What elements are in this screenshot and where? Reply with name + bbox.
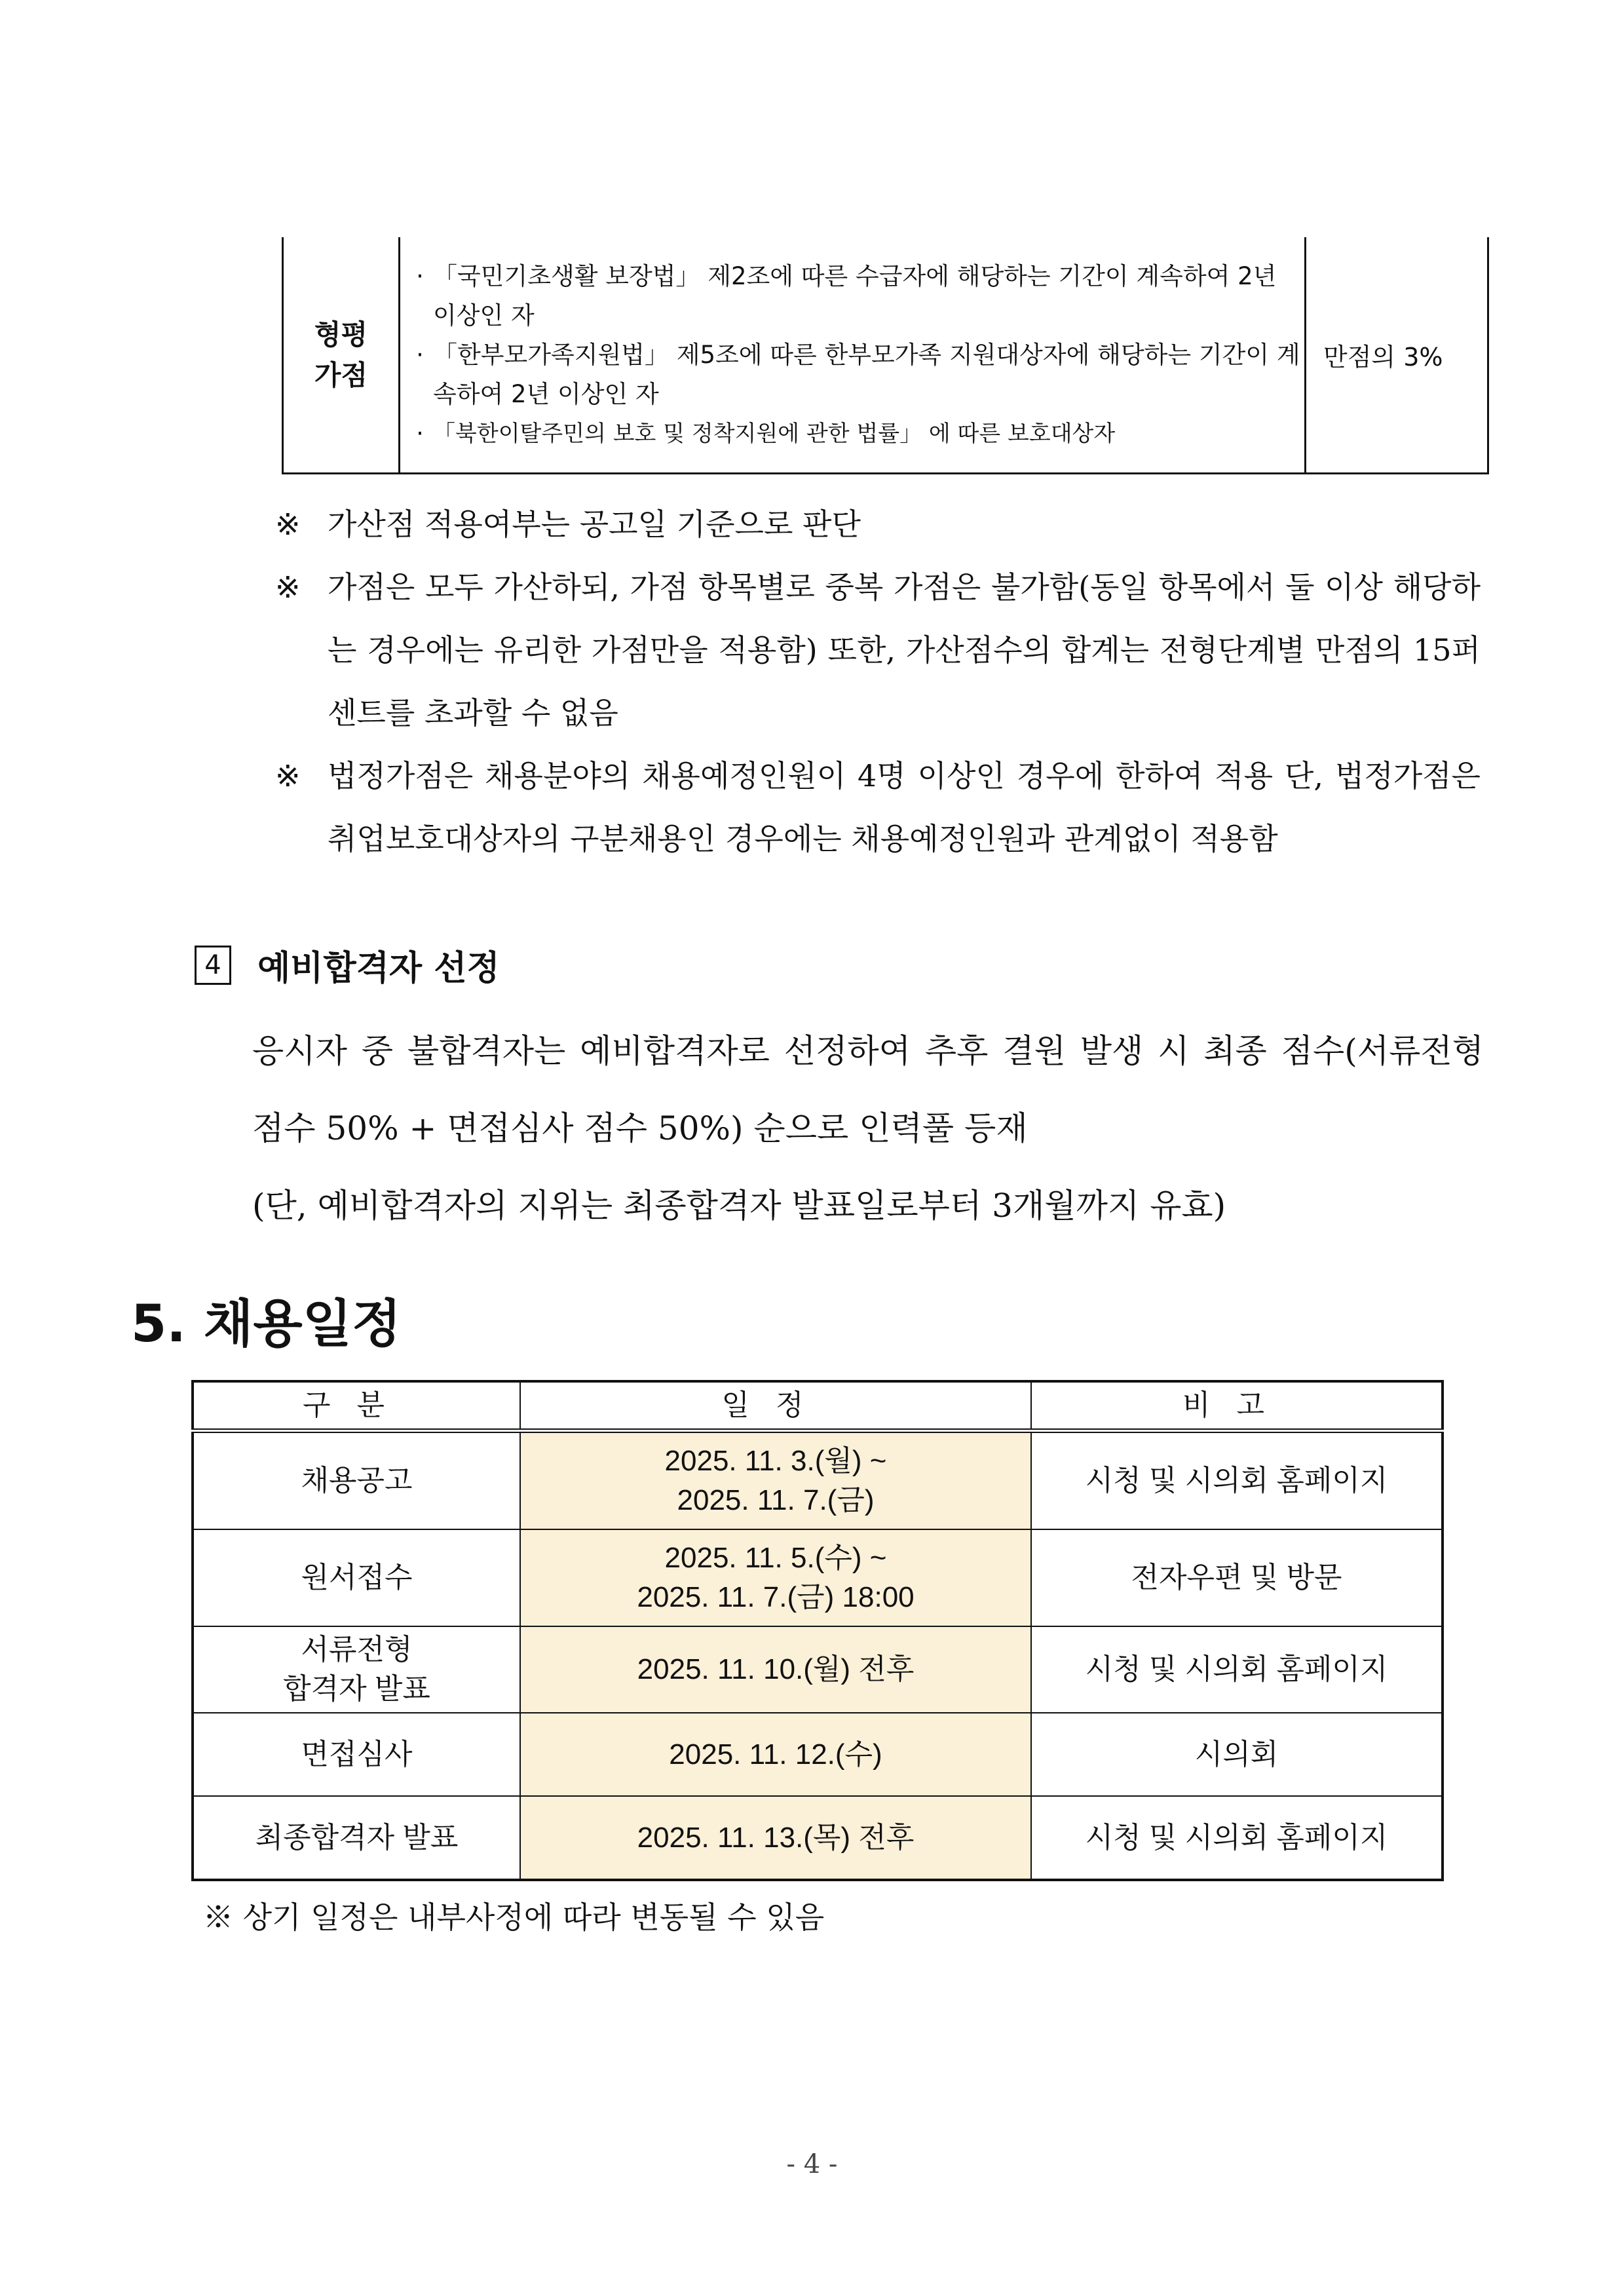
cell-line: 2025. 11. 12.(수)	[669, 1738, 882, 1770]
criteria-item	[407, 414, 1304, 453]
note-cell: 시청 및 시의회 홈페이지	[1031, 1626, 1443, 1713]
note-item	[275, 744, 1481, 870]
table-header-row	[193, 1381, 1443, 1431]
cell-line: 2025. 11. 3.(월) ~	[664, 1445, 887, 1477]
date-cell	[520, 1431, 1031, 1530]
bonus-points-table	[282, 237, 1489, 474]
cell-line: 2025. 11. 13.(목) 전후	[637, 1821, 915, 1854]
note-text: 가점은 모두 가산하되, 가점 항목별로 중복 가점은 불가함(동일 항목에서 둘 이상 해당하는 경우에는 유리한 가점만을 적용함) 또한, 가산점수의 합계는 전형단계별 만점의 15퍼센트를 초과할 수 없음	[328, 569, 1481, 731]
criteria-cell	[400, 237, 1306, 474]
note-cell: 시청 및 시의회 홈페이지	[1031, 1431, 1443, 1530]
note-item	[275, 556, 1481, 744]
criteria-text: 「한부모가족지원법」 제5조에 따른 한부모가족 지원대상자에 해당하는 기간이 계속하여 2년 이상인 자	[433, 340, 1300, 408]
criteria-text: 「북한이탈주민의 보호 및 정착지원에 관한 법률」 에 따른 보호대상자	[433, 420, 1116, 447]
note-mark: ※	[275, 758, 301, 794]
bullet: ·	[416, 261, 424, 290]
table-row	[193, 1713, 1443, 1796]
schedule-table	[191, 1380, 1444, 1881]
note-text: 가산점 적용여부는 공고일 기준으로 판단	[328, 507, 861, 542]
cell-line: 채용공고	[301, 1464, 413, 1497]
cell-line: 면접심사	[301, 1738, 413, 1770]
bullet: ·	[416, 340, 424, 369]
cell-line: 원서접수	[301, 1561, 413, 1594]
date-cell	[520, 1626, 1031, 1713]
cell-line: 2025. 11. 5.(수) ~	[664, 1542, 887, 1574]
table-row	[193, 1796, 1443, 1880]
note-item	[275, 493, 1481, 556]
section-5-heading: 5. 채용일정	[131, 1295, 402, 1354]
note-mark: ※	[275, 507, 301, 542]
table-row	[283, 237, 1488, 474]
footnote: ※ 상기 일정은 내부사정에 따라 변동될 수 있음	[203, 1900, 825, 1935]
cell-line: 서류전형	[301, 1634, 413, 1666]
table-row	[193, 1529, 1443, 1626]
criteria-item	[407, 335, 1304, 414]
paragraph: (단, 예비합격자의 지위는 최종합격자 발표일로부터 3개월까지 유효)	[252, 1187, 1226, 1225]
bullet: ·	[416, 419, 424, 448]
section-4-heading	[195, 940, 500, 989]
section-title: 예비합격자 선정	[257, 949, 500, 988]
date-cell	[520, 1529, 1031, 1626]
column-header: 비고	[1031, 1381, 1443, 1431]
category-cell	[193, 1529, 520, 1626]
note-cell: 전자우편 및 방문	[1031, 1529, 1443, 1626]
column-header: 구분	[193, 1381, 520, 1431]
cell-line: 2025. 11. 7.(금) 18:00	[637, 1581, 915, 1613]
note-cell: 시의회	[1031, 1713, 1443, 1796]
category-cell	[193, 1796, 520, 1880]
cell-line: 합격자 발표	[283, 1673, 430, 1705]
paragraph: 응시자 중 불합격자는 예비합격자로 선정하여 추후 결원 발생 시 최종 점수(서류전형 점수 50% + 면접심사 점수 50%) 순으로 인력풀 등재	[252, 1032, 1484, 1147]
category-line: 형평	[314, 318, 368, 351]
category-cell	[193, 1431, 520, 1530]
column-header: 일정	[520, 1381, 1031, 1431]
score-cell: 만점의 3%	[1306, 237, 1488, 474]
table-row	[193, 1626, 1443, 1713]
criteria-item	[407, 257, 1304, 335]
section-4-body	[252, 1012, 1484, 1244]
section-number-box: 4	[195, 946, 231, 985]
date-cell	[520, 1796, 1031, 1880]
category-line: 가점	[314, 358, 368, 391]
category-cell	[193, 1713, 520, 1796]
note-mark: ※	[275, 569, 301, 605]
category-cell	[193, 1626, 520, 1713]
criteria-text: 「국민기초생활 보장법」 제2조에 따른 수급자에 해당하는 기간이 계속하여 2년 이상인 자	[433, 261, 1277, 330]
note-cell: 시청 및 시의회 홈페이지	[1031, 1796, 1443, 1880]
table-row	[193, 1431, 1443, 1530]
cell-line: 2025. 11. 10.(월) 전후	[637, 1653, 915, 1685]
date-cell	[520, 1713, 1031, 1796]
cell-line: 최종합격자 발표	[255, 1821, 459, 1854]
page-number: - 4 -	[786, 2149, 838, 2179]
cell-line: 2025. 11. 7.(금)	[677, 1484, 875, 1516]
category-cell	[283, 237, 400, 474]
note-text: 법정가점은 채용분야의 채용예정인원이 4명 이상인 경우에 한하여 적용 단, 법정가점은 취업보호대상자의 구분채용인 경우에는 채용예정인원과 관계없이 적용함	[328, 758, 1481, 856]
